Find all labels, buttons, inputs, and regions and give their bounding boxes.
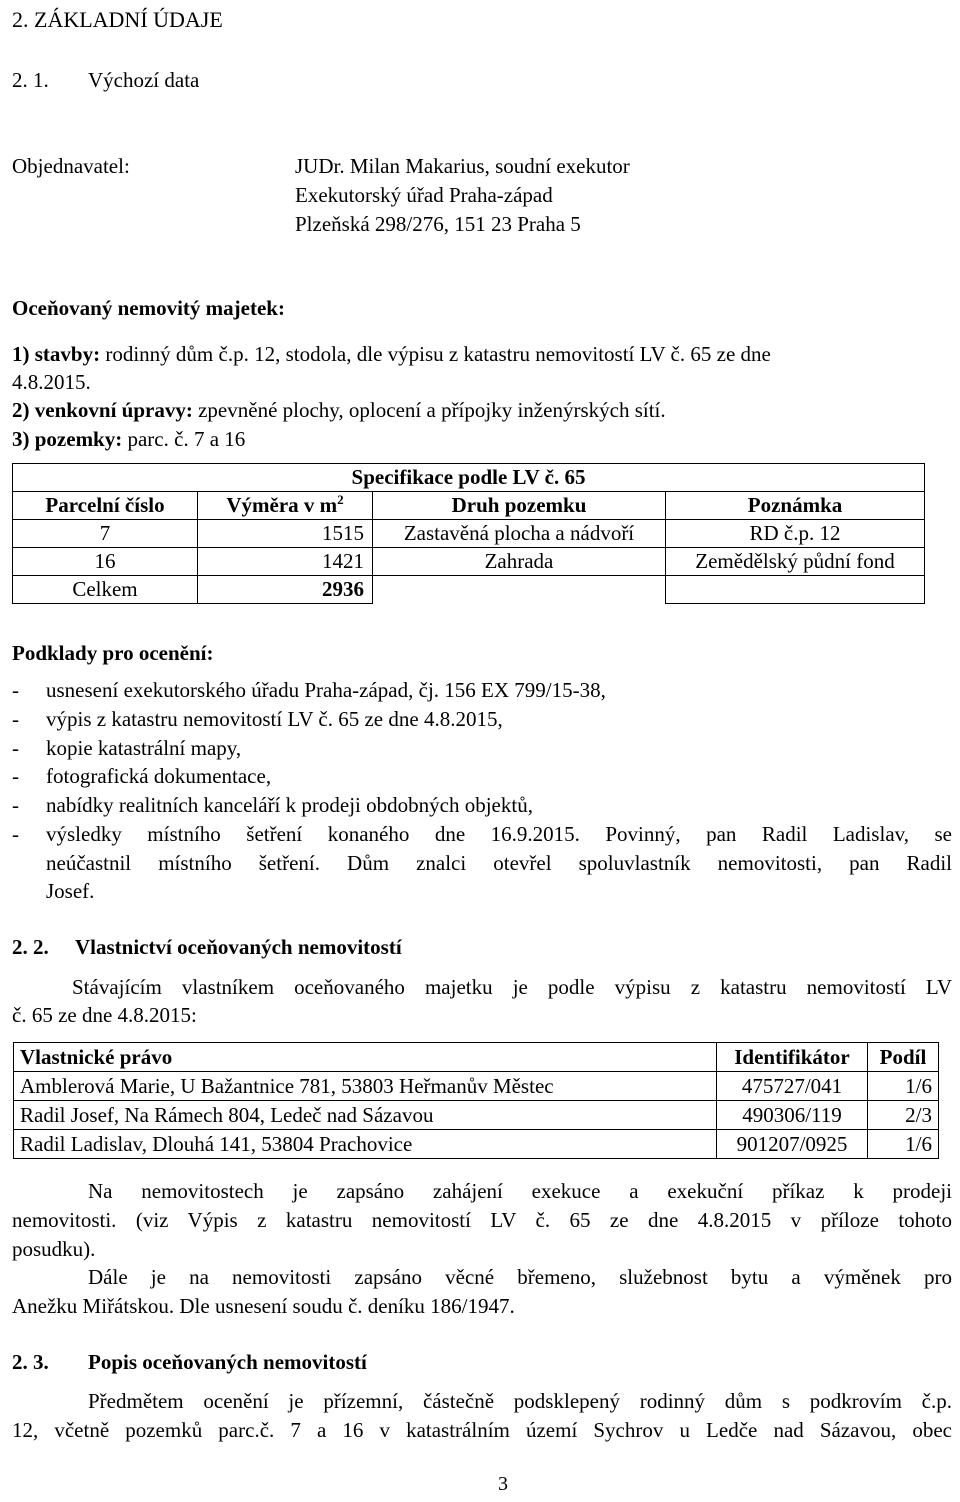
spec-cell-kind: Zahrada: [373, 548, 666, 576]
ownership-intro-line-2: č. 65 ze dne 4.8.2015:: [12, 1003, 197, 1027]
spec-cell-parcel: 16: [13, 548, 198, 576]
owners-table: [13, 1042, 939, 1159]
property-item-1-date: 4.8.2015.: [12, 370, 91, 394]
burden-note-line-2: Anežku Miřátskou. Dle usnesení soudu č. deníku 186/1947.: [12, 1294, 515, 1318]
execution-note-line-2: nemovitosti. (viz Výpis z katastru nemovitostí LV č. 65 ze dne 4.8.2015 v příloze tohoto: [12, 1208, 952, 1232]
basis-last-line-2: neúčastnil místního šetření. Dům znalci otevřel spoluvlastník nemovitosti, pan Radil: [46, 851, 952, 875]
table-row: [14, 1072, 939, 1101]
basis-last-line-1: výsledky místního šetření konaného dne 16.9.2015. Povinný, pan Radil Ladislav, se: [46, 822, 952, 846]
description-line-1: Předmětem ocenění je přízemní, částečně podsklepený rodinný dům s podkrovím č.p.: [88, 1389, 952, 1413]
owners-header-right: Vlastnické právo: [14, 1043, 717, 1072]
execution-note-line-3: posudku).: [12, 1237, 96, 1261]
property-label: Oceňovaný nemovitý majetek:: [12, 296, 285, 320]
owner-name-cell: Radil Ladislav, Dlouhá 141, 53804 Prachovice: [14, 1130, 717, 1159]
property-item-1: [12, 340, 771, 369]
spec-table-title: Specifikace podle LV č. 65: [13, 464, 925, 492]
basis-item-text: usnesení exekutorského úřadu Praha-západ, čj. 156 EX 799/15-38,: [46, 678, 606, 702]
spec-header-note: Poznámka: [666, 492, 925, 520]
client-label: Objednavatel:: [12, 154, 130, 178]
table-row: [13, 520, 925, 548]
list-item: - nabídky realitních kanceláří k prodeji obdobných objektů,: [12, 793, 533, 817]
owner-id-cell: 475727/041: [717, 1072, 868, 1101]
main-heading: 2. ZÁKLADNÍ ÚDAJE: [12, 7, 223, 32]
client-line-2: Exekutorský úřad Praha-západ: [295, 183, 553, 207]
client-line-1: JUDr. Milan Makarius, soudní exekutor: [295, 154, 630, 178]
specification-table: [12, 463, 925, 604]
list-item: - usnesení exekutorského úřadu Praha-západ, čj. 156 EX 799/15-38,: [12, 678, 606, 702]
spec-cell-parcel: 7: [13, 520, 198, 548]
spec-header-area: [198, 492, 373, 520]
owner-id-cell: 901207/0925: [717, 1130, 868, 1159]
spec-empty-cell: [373, 576, 666, 604]
spec-header-area-sup: 2: [337, 492, 344, 507]
section-number-2-1: 2. 1.: [12, 68, 49, 92]
ownership-intro-line-1: Stávajícím vlastníkem oceňovaného majetku je podle výpisu z katastru nemovitostí LV: [72, 975, 952, 999]
spec-cell-area: 1421: [198, 548, 373, 576]
property-item-3-label: 3) pozemky:: [12, 427, 123, 451]
list-item-dash: -: [12, 822, 19, 846]
property-item-2-label: 2) venkovní úpravy:: [12, 398, 193, 422]
spec-header-parcel: Parcelní číslo: [13, 492, 198, 520]
spec-cell-note: RD č.p. 12: [666, 520, 925, 548]
section-number-2-2: 2. 2.: [12, 935, 49, 959]
list-item: - výpis z katastru nemovitostí LV č. 65 ze dne 4.8.2015,: [12, 707, 503, 731]
section-title-2-3: Popis oceňovaných nemovitostí: [88, 1350, 367, 1374]
spec-header-area-text: Výměra v m: [226, 493, 338, 517]
section-number-2-3: 2. 3.: [12, 1350, 49, 1374]
spec-header-kind: Druh pozemku: [373, 492, 666, 520]
owner-name-cell: Amblerová Marie, U Bažantnice 781, 53803 Heřmanův Městec: [14, 1072, 717, 1101]
basis-item-text: fotografická dokumentace,: [46, 764, 272, 788]
spec-cell-note: Zemědělský půdní fond: [666, 548, 925, 576]
execution-note-line-1: Na nemovitostech je zapsáno zahájení exekuce a exekuční příkaz k prodeji: [88, 1179, 952, 1203]
basis-last-line-3: Josef.: [46, 879, 95, 903]
section-title-2-2: Vlastnictví oceňovaných nemovitostí: [75, 935, 402, 959]
spec-header-row: [13, 492, 925, 520]
property-item-1-label: 1) stavby:: [12, 342, 101, 366]
spec-total-value: 2936: [198, 576, 373, 604]
list-item: - fotografická dokumentace,: [12, 764, 272, 788]
basis-item-text: kopie katastrální mapy,: [46, 736, 242, 760]
property-item-3-text: parc. č. 7 a 16: [122, 427, 246, 451]
owners-header-id: Identifikátor: [717, 1043, 868, 1072]
spec-title-row: [13, 464, 925, 492]
owner-share-cell: 1/6: [868, 1072, 939, 1101]
property-item-1-text: rodinný dům č.p. 12, stodola, dle výpisu z katastru nemovitostí LV č. 65 ze dne: [100, 342, 771, 366]
list-item: - kopie katastrální mapy,: [12, 736, 242, 760]
spec-empty-cell: [666, 576, 925, 604]
page-number: 3: [498, 1473, 508, 1495]
owner-share-cell: 1/6: [868, 1130, 939, 1159]
owners-header-row: [14, 1043, 939, 1072]
client-line-3: Plzeňská 298/276, 151 23 Praha 5: [295, 212, 581, 236]
basis-item-text: výpis z katastru nemovitostí LV č. 65 ze dne 4.8.2015,: [46, 707, 503, 731]
description-line-2: 12, včetně pozemků parc.č. 7 a 16 v katastrálním území Sychrov u Ledče nad Sázavou, obec: [12, 1418, 952, 1442]
spec-total-label: Celkem: [13, 576, 198, 604]
spec-cell-kind: Zastavěná plocha a nádvoří: [373, 520, 666, 548]
section-title-2-1: Výchozí data: [88, 68, 200, 92]
basis-label: Podklady pro ocenění:: [12, 641, 214, 665]
table-row: [13, 548, 925, 576]
property-item-2-text: zpevněné plochy, oplocení a přípojky inženýrských sítí.: [192, 398, 666, 422]
spec-cell-area: 1515: [198, 520, 373, 548]
owners-header-share: Podíl: [868, 1043, 939, 1072]
owner-id-cell: 490306/119: [717, 1101, 868, 1130]
basis-item-text: nabídky realitních kanceláří k prodeji obdobných objektů,: [46, 793, 533, 817]
property-item-2: [12, 396, 666, 425]
table-row: [14, 1130, 939, 1159]
table-row: [14, 1101, 939, 1130]
spec-total-row: [13, 576, 925, 604]
owner-share-cell: 2/3: [868, 1101, 939, 1130]
owner-name-cell: Radil Josef, Na Rámech 804, Ledeč nad Sázavou: [14, 1101, 717, 1130]
burden-note-line-1: Dále je na nemovitosti zapsáno věcné břemeno, služebnost bytu a výměnek pro: [88, 1265, 952, 1289]
property-item-3: [12, 425, 245, 454]
